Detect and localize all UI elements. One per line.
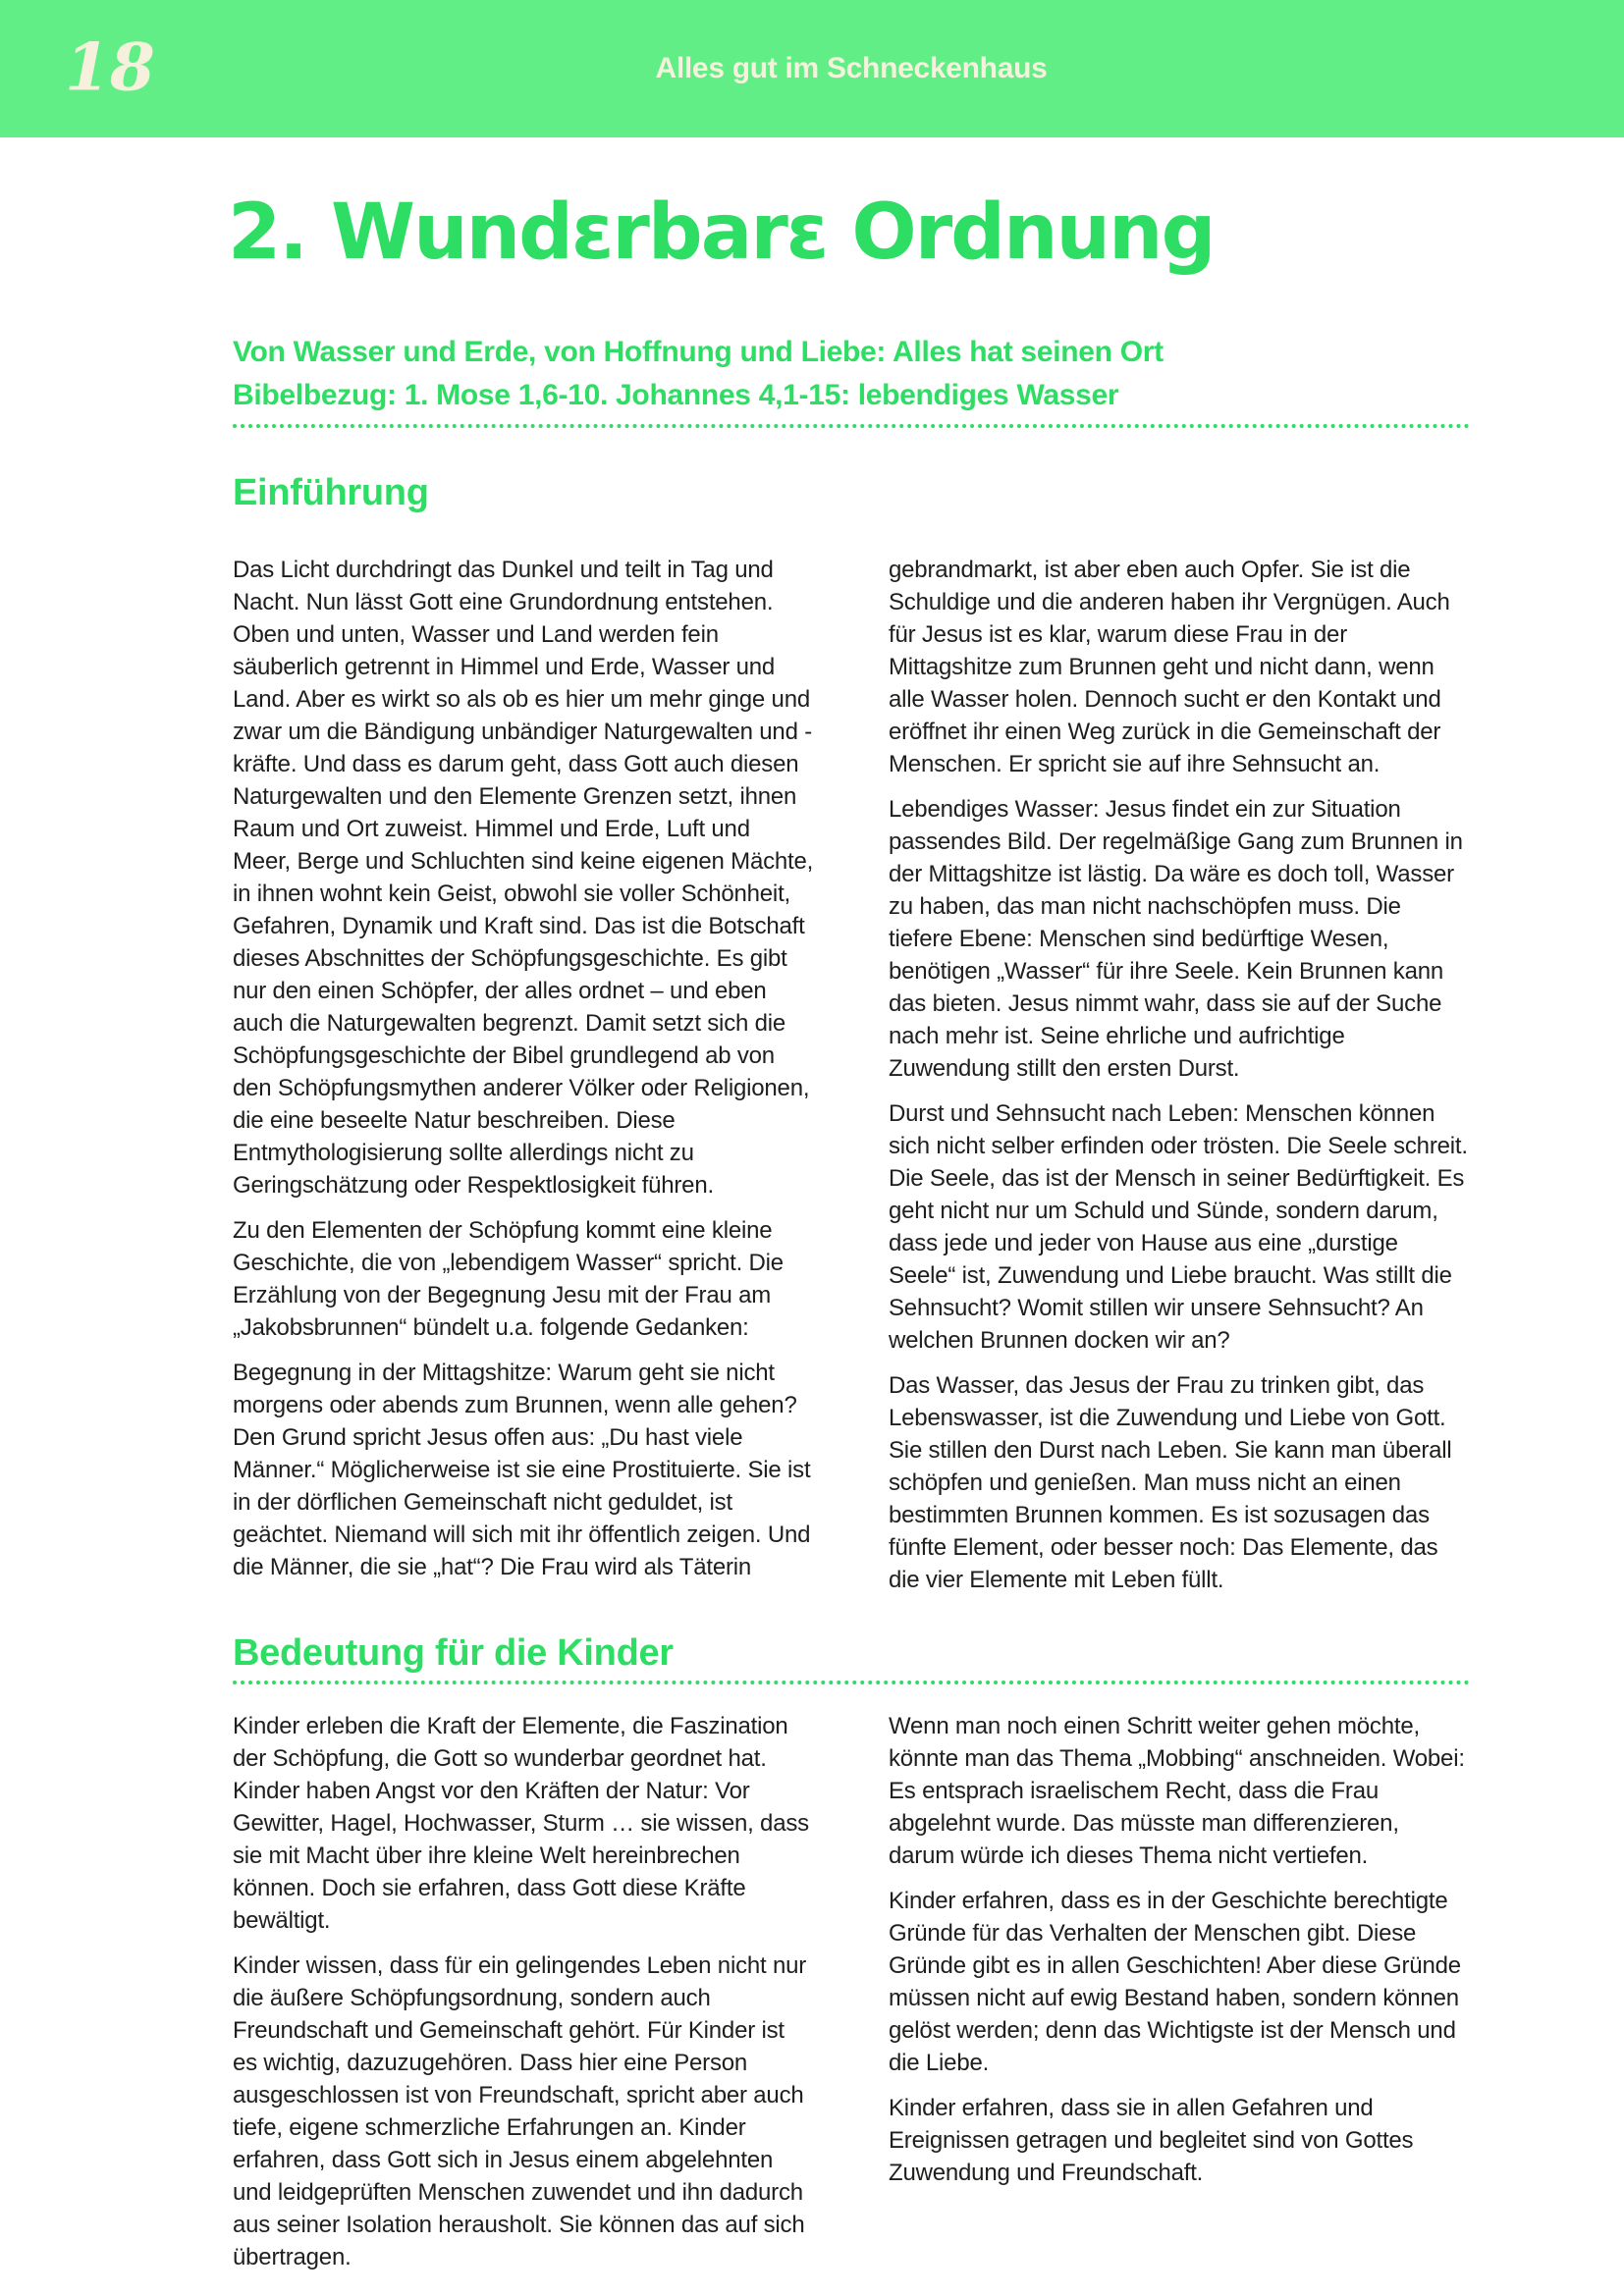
- section-einfuehrung: [233, 473, 1470, 1596]
- paragraph: Kinder erfahren, dass sie in allen Gefahren und Ereignissen getragen und begleitet sind von Gottes Zuwendung und Freundschaft.: [889, 2095, 1414, 2187]
- text-column-right: [889, 554, 1470, 1596]
- page-content: [0, 188, 1624, 2273]
- running-title: Alles gut im Schneckenhaus: [655, 52, 1048, 84]
- section-bedeutung-fuer-die-kinder: [233, 1633, 1470, 2274]
- text-column-right: [889, 1710, 1470, 2273]
- intro-line-bible-reference: Bibelbezug: 1. Mose 1,6-10. Johannes 4,1-15: lebendiges Wasser: [233, 378, 1119, 411]
- chapter-title: 2. Wundɛrbarɛ Ordnung: [228, 188, 1215, 277]
- paragraph: Lebendiges Wasser: Jesus findet ein zur Situation passendes Bild. Der regelmäßige Gang zum Brunnen in der Mittagshitze ist lästig. Da wäre es doch toll, Wasser zu haben, das man nicht nachschöpfen muss. Die tiefere Ebene: Menschen sind bedürftige Wesen, benötigen „Wasser“ für ihre Seele. Kein Brunnen kann das bieten. Jesus nimmt wahr, dass sie auf der Suche nach mehr ist. Seine ehrliche und aufrichtige Zuwendung stillt den ersten Durst.: [889, 795, 1463, 1082]
- paragraph: Wenn man noch einen Schritt weiter gehen möchte, könnte man das Thema „Mobbing“ anschneiden. Wobei: Es entsprach israelischem Recht, dass die Frau abgelehnt wurde. Das müsste man differenzieren, darum würde ich dieses Thema nicht vertiefen.: [889, 1713, 1465, 1870]
- paragraph: Durst und Sehnsucht nach Leben: Menschen können sich nicht selber erfinden oder trösten. Die Seele schreit. Die Seele, das ist der Mensch in seiner Bedürftigkeit. Es geht nicht nur um Schuld und Sünde, sondern darum, dass jede und jeder von Hause aus eine „durstige Seele“ ist, Zuwendung und Liebe braucht. Was stillt die Sehnsucht? Womit stillen wir unsere Sehnsucht? An welchen Brunnen docken wir an?: [889, 1099, 1468, 1354]
- paragraph: Das Wasser, das Jesus der Frau zu trinken gibt, das Lebenswasser, ist die Zuwendung und Liebe von Gott. Sie stillen den Durst nach Leben. Sie kann man überall schöpfen und genießen. Man muss nicht an einen bestimmten Brunnen kommen. Es ist sozusagen das fünfte Element, oder besser noch: Das Elemente, das die vier Elemente mit Leben füllt.: [889, 1371, 1452, 1593]
- text-column-left: [233, 554, 814, 1596]
- section-heading: Einführung: [233, 471, 429, 513]
- intro-line-theme: Von Wasser und Erde, von Hoffnung und Liebe: Alles hat seinen Ort: [233, 335, 1164, 368]
- two-column-text: [233, 1710, 1470, 2273]
- paragraph: Kinder erleben die Kraft der Elemente, die Faszination der Schöpfung, die Gott so wunderbar geordnet hat. Kinder haben Angst vor den Kräften der Natur: Vor Gewitter, Hagel, Hochwasser, Sturm … sie wissen, dass sie mit Macht über ihre kleine Welt hereinbrechen können. Doch sie erfahren, dass Gott diese Kräfte bewältigt.: [233, 1713, 809, 1935]
- dotted-rule: [233, 1681, 1470, 1684]
- page-number: 18: [65, 28, 155, 106]
- paragraph: Begegnung in der Mittagshitze: Warum geht sie nicht morgens oder abends zum Brunnen, wenn alle gehen? Den Grund spricht Jesus offen aus: „Du hast viele Männer.“ Möglicherweise ist sie eine Prostituierte. Sie ist in der dörflichen Gemeinschaft nicht geduldet, ist geächtet. Niemand will sich mit ihr öffentlich zeigen. Und die Männer, die sie „hat“? Die Frau wird als Täterin: [233, 1359, 811, 1580]
- paragraph: Kinder wissen, dass für ein gelingendes Leben nicht nur die äußere Schöpfungsordnung, sondern auch Freundschaft und Gemeinschaft gehört. Für Kinder ist es wichtig, dazuzugehören. Dass hier eine Person ausgeschlossen ist von Freundschaft, spricht aber auch tiefe, eigene schmerzliche Erfahrungen an. Kinder erfahren, dass Gott sich in Jesus einem abgelehnten und leidgeprüften Menschen zuwendet und ihn dadurch aus seiner Isolation herausholt. Sie können das auf sich übertragen.: [233, 1952, 807, 2271]
- paragraph: Kinder erfahren, dass es in der Geschichte berechtigte Gründe für das Verhalten der Menschen gibt. Diese Gründe gibt es in allen Geschichten! Aber diese Gründe müssen nicht auf ewig Bestand haben, sondern können gelöst werden; denn das Wichtigste ist der Mensch und die Liebe.: [889, 1888, 1461, 2077]
- section-heading: Bedeutung für die Kinder: [233, 1631, 674, 1674]
- page-header-band: [0, 0, 1624, 137]
- paragraph: Zu den Elementen der Schöpfung kommt eine kleine Geschichte, die von „lebendigem Wasser“ spricht. Die Erzählung von der Begegnung Jesu mit der Frau am „Jakobsbrunnen“ bündelt u.a. folgende Gedanken:: [233, 1216, 784, 1341]
- intro-block: [233, 331, 1470, 417]
- text-column-left: [233, 1710, 814, 2273]
- paragraph: gebrandmarkt, ist aber eben auch Opfer. Sie ist die Schuldige und die anderen haben ihr Vergnügen. Auch für Jesus ist es klar, warum diese Frau in der Mittagshitze zum Brunnen geht und nicht dann, wenn alle Wasser holen. Dennoch sucht er den Kontakt und eröffnet ihr einen Weg zurück in die Gemeinschaft der Menschen. Er spricht sie auf ihre Sehnsucht an.: [889, 556, 1450, 777]
- two-column-text: [233, 554, 1470, 1596]
- paragraph: Das Licht durchdringt das Dunkel und teilt in Tag und Nacht. Nun lässt Gott eine Grundordnung entstehen. Oben und unten, Wasser und Land werden fein säuberlich getrennt in Himmel und Erde, Wasser und Land. Aber es wirkt so als ob es hier um mehr ginge und zwar um die Bändigung unbändiger Naturgewalten und -kräfte. Und dass es darum geht, dass Gott auch diesen Naturgewalten und den Elemente Grenzen setzt, ihnen Raum und Ort zuweist. Himmel und Erde, Luft und Meer, Berge und Schluchten sind keine eigenen Mächte, in ihnen wohnt kein Geist, obwohl sie voller Schönheit, Gefahren, Dynamik und Kraft sind. Das ist die Botschaft dieses Abschnittes der Schöpfungsgeschichte. Es gibt nur den einen Schöpfer, der alles ordnet – und eben auch die Naturgewalten begrenzt. Damit setzt sich die Schöpfungsgeschichte der Bibel grundlegend ab von den Schöpfungsmythen anderer Völker oder Religionen, die eine beseelte Natur beschreiben. Diese Entmythologisierung sollte allerdings nicht zu Geringschätzung oder Respektlosigkeit führen.: [233, 556, 814, 1199]
- dotted-rule: [233, 424, 1470, 428]
